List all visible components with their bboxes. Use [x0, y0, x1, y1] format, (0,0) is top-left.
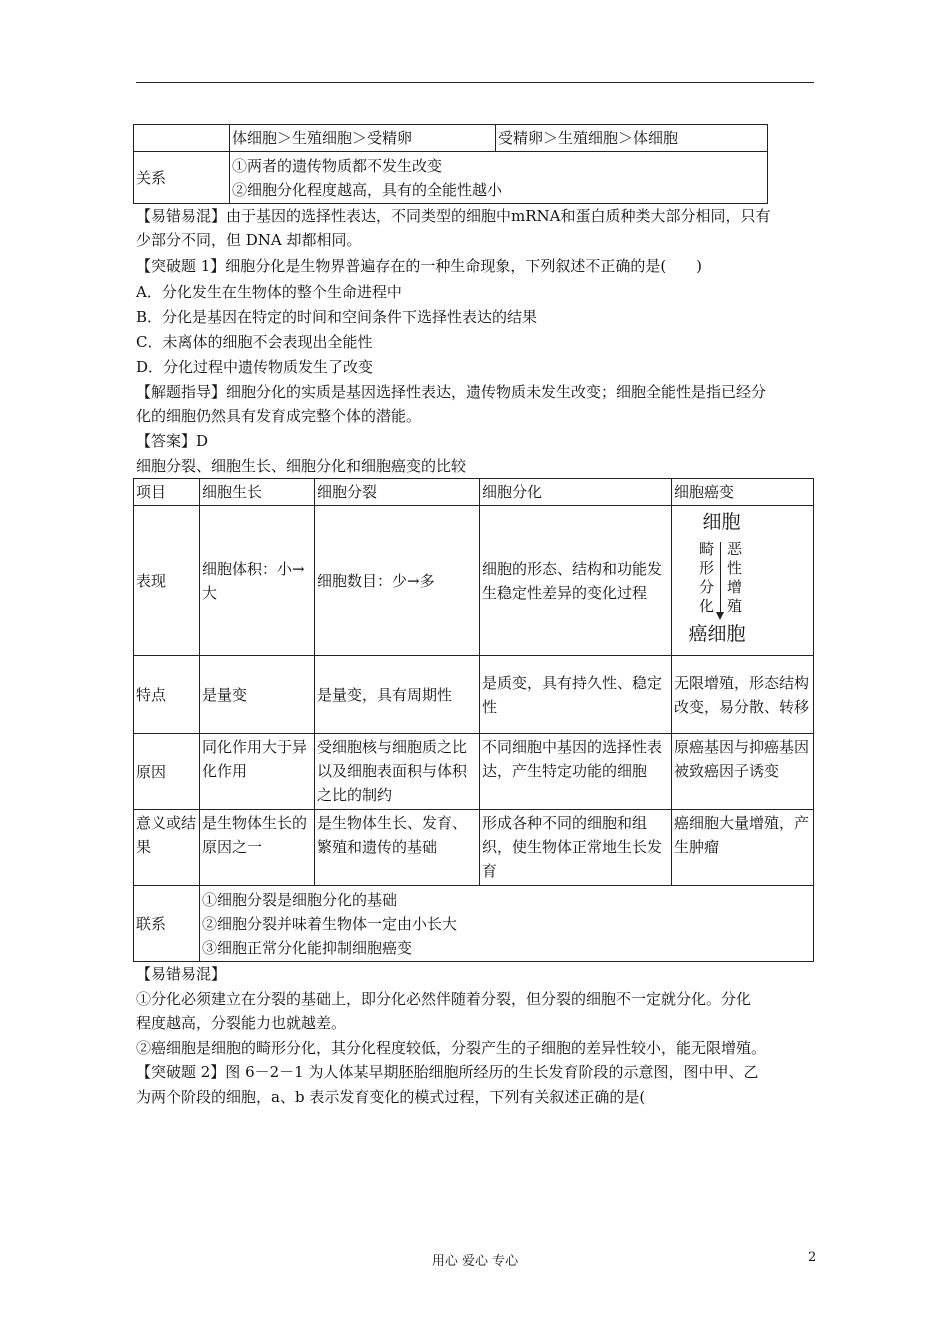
table-cell: 细胞的形态、结构和功能发生稳定性差异的变化过程 [480, 506, 672, 656]
tip-2-title: 【易错易混】 [136, 965, 227, 983]
relation-line-1: ①两者的遗传物质都不发生改变 [232, 156, 443, 175]
tip-paragraph-line-1: 【易错易混】由于基因的选择性表达，不同类型的细胞中mRNA和蛋白质种类大部分相同，只有 [136, 207, 771, 225]
table-row [134, 734, 814, 810]
tip-paragraph-line-2: 少部分不同，但 DNA 却都相同。 [136, 231, 362, 249]
table-cell: 是质变，具有持久性、稳定性 [480, 656, 672, 734]
link-line-2: ②细胞分裂并味着生物体一定由小长大 [202, 914, 458, 933]
option-c: C．未离体的细胞不会表现出全能性 [136, 333, 373, 351]
row-label: 特点 [134, 656, 200, 734]
header-cell: 项目 [134, 479, 200, 506]
tip-2-line-2: 程度越高，分裂能力也就越差。 [136, 1014, 347, 1032]
header-cell: 细胞分化 [480, 479, 672, 506]
row-label-link: 联系 [134, 886, 200, 962]
header-rule [136, 82, 814, 83]
table-cell: 体细胞＞生殖细胞＞受精卵 [230, 125, 496, 152]
header-cell: 细胞癌变 [672, 479, 814, 506]
table-cell: 细胞体积：小→大 [200, 506, 315, 656]
question-1-stem: 【突破题 1】细胞分化是生物界普遍存在的一种生命现象，下列叙述不正确的是( ) [136, 257, 703, 275]
table-cell: 受精卵＞生殖细胞＞体细胞 [496, 125, 768, 152]
option-a: A．分化发生在生物体的整个生命进程中 [136, 283, 402, 301]
arrowhead-icon [716, 612, 724, 620]
table-cell: 无限增殖，形态结构改变，易分散、转移 [672, 656, 814, 734]
diagram-bottom-label: 癌细胞 [688, 622, 746, 645]
cancer-transformation-diagram [673, 508, 813, 654]
table-cell: 受细胞核与细胞质之比以及细胞表面积与体积之比的制约 [315, 734, 480, 810]
option-b: B．分化是基因在特定的时间和空间条件下选择性表达的结果 [136, 308, 538, 326]
row-label: 原因 [134, 734, 200, 810]
table-row [134, 506, 814, 656]
table-row [134, 152, 768, 204]
table-cell: 癌细胞大量增殖，产生肿瘤 [672, 810, 814, 886]
row-label: 意义或结果 [134, 810, 200, 886]
table-cell: 同化作用大于异化作用 [200, 734, 315, 810]
diagram-left-label: 畸形分化 [698, 539, 714, 615]
guide-line-2: 化的细胞仍然具有发育成完整个体的潜能。 [136, 407, 422, 425]
table-cell: 是量变 [200, 656, 315, 734]
down-arrow-icon [720, 542, 721, 616]
table-cell: 形成各种不同的细胞和组织，使生物体正常地生长发育 [480, 810, 672, 886]
link-line-1: ①细胞分裂是细胞分化的基础 [202, 890, 398, 909]
table-cell: 原癌基因与抑癌基因被致癌因子诱变 [672, 734, 814, 810]
comparison-table-2 [133, 478, 814, 962]
table-cell: 是量变，具有周期性 [315, 656, 480, 734]
link-line-3: ③细胞正常分化能抑制细胞癌变 [202, 938, 413, 957]
row-label-relation: 关系 [134, 152, 230, 204]
question-2-line-1: 【突破题 2】图 6－2－1 为人体某早期胚胎细胞所经历的生长发育阶段的示意图，图中甲、乙 [136, 1063, 759, 1081]
table-2-caption: 细胞分裂、细胞生长、细胞分化和细胞癌变的比较 [136, 457, 467, 475]
tip-2-line-1: ①分化必须建立在分裂的基础上，即分化必然伴随着分裂，但分裂的细胞不一定就分化。分化 [136, 990, 752, 1008]
table-row [134, 125, 768, 152]
page-footer: 用心 爱心 专心 [431, 1254, 519, 1269]
table-row [134, 886, 814, 962]
header-cell: 细胞分裂 [315, 479, 480, 506]
question-2-line-2: 为两个阶段的细胞，a、b 表示发育变化的模式过程，下列有关叙述正确的是( [136, 1088, 646, 1106]
table-row [134, 810, 814, 886]
table-row [134, 656, 814, 734]
table-cell: 不同细胞中基因的选择性表达，产生特定功能的细胞 [480, 734, 672, 810]
option-d: D．分化过程中遗传物质发生了改变 [136, 358, 374, 376]
table-header-row [134, 479, 814, 506]
relation-line-2: ②细胞分化程度越高，具有的全能性越小 [232, 180, 503, 199]
diagram-top-label: 细胞 [702, 510, 741, 533]
row-label: 表现 [134, 506, 200, 656]
table-cell: 是生物体生长的原因之一 [200, 810, 315, 886]
answer: 【答案】D [136, 432, 209, 450]
page-number: 2 [808, 1250, 817, 1265]
header-cell: 细胞生长 [200, 479, 315, 506]
link-cell [200, 886, 814, 962]
table-cell: 是生物体生长、发育、繁殖和遗传的基础 [315, 810, 480, 886]
table-cell [134, 125, 230, 152]
guide-line-1: 【解题指导】细胞分化的实质是基因选择性表达，遗传物质未发生改变；细胞全能性是指已经分 [136, 383, 767, 401]
tip-2-line-3: ②癌细胞是细胞的畸形分化，其分化程度较低，分裂产生的子细胞的差异性较小，能无限增殖。 [136, 1039, 767, 1057]
diagram-right-label: 恶性增殖 [726, 539, 742, 615]
comparison-table-1 [133, 124, 768, 204]
cancer-diagram-cell [672, 506, 814, 656]
table-cell: 细胞数目：少→多 [315, 506, 480, 656]
relation-cell [230, 152, 768, 204]
